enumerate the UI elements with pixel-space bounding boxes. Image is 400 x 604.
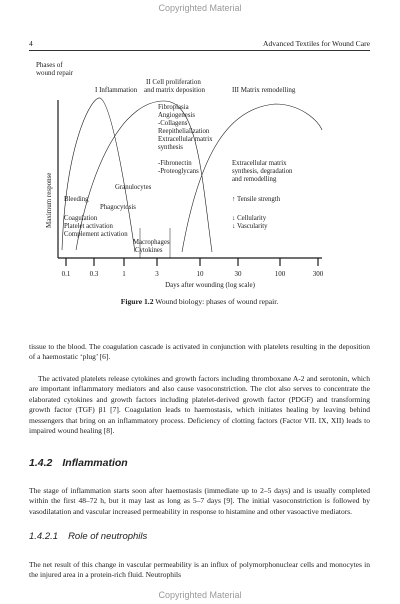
x-tick-label: 100 — [274, 270, 286, 278]
annot-tensile-strength: ↑ Tensile strength — [232, 196, 281, 203]
subsection-title: Role of neutrophils — [68, 531, 148, 542]
annot-fibronectin: -Fibronectin — [158, 160, 192, 167]
annot-macrophages: Macrophages — [133, 239, 170, 246]
subsection-number: 1.4.2.1 — [29, 531, 59, 542]
x-axis-label: Days after wounding (log scale) — [165, 281, 255, 289]
phase-label-i: I Inflammation — [95, 86, 138, 94]
annot-bleeding: Bleeding — [64, 196, 89, 203]
book-title: Advanced Textiles for Wound Care — [263, 39, 370, 48]
watermark-top: Copyrighted Material — [158, 3, 242, 13]
subsection-heading-neutrophils — [29, 531, 147, 542]
annot-cytokines: Cytokines — [135, 247, 163, 254]
x-tick-label: 0.3 — [89, 270, 99, 278]
annot-vascularity: ↓ Vascularity — [232, 223, 268, 230]
annot-granulocytes: Granulocytes — [115, 184, 152, 191]
x-tick-label: 300 — [312, 270, 324, 278]
annot-cellularity: ↓ Cellularity — [232, 215, 267, 222]
annot-angiogenesis: Angiogenesis — [158, 112, 196, 119]
section-number: 1.4.2 — [29, 457, 53, 469]
annot-reepithelialization: Reepithelialization — [158, 128, 210, 135]
section-heading-inflammation — [29, 457, 128, 469]
annot-collagens: -Collagens — [158, 120, 188, 127]
annot-remodel-1: Extracellular matrix — [232, 160, 287, 167]
x-tick-label: 0.1 — [61, 270, 71, 278]
x-tick-label: 1 — [122, 270, 126, 278]
x-tick-label: 3 — [155, 270, 159, 278]
x-tick-label: 10 — [196, 270, 204, 278]
paragraph-3: The stage of inflammation starts soon after haemostasis (immediate up to 2–5 days) and is usually completed within the first 48–72 h, but it may last as long as 5–7 days [9]. The initial vasoconstriction is followed by vasodilatation and vascular increased permeability in response to histamine and other vasoactive mediators. — [29, 486, 370, 516]
caption-text: Wound biology: phases of wound repair. — [153, 297, 279, 306]
x-axis-ticks — [62, 258, 324, 278]
phase-label-ii-line1: II Cell proliferation — [146, 78, 201, 86]
annot-fibroplasia: Fibroplasia — [158, 104, 189, 111]
phase-axis-label-line1: Phases of — [36, 61, 63, 69]
paragraph-2: The activated platelets release cytokines and growth factors including thromboxane A-2 and serotonin, which are important inflammatory mediators and also cause vasoconstriction. The clot also serves to concentrate the elaborated cytokines and growth factors including platelet-derived growth factor (PDGF) and transforming growth factor (TGF) β1 [7]. Coagulation leads to haemostasis, which initiates healing by leaving behind messengers that bring on an inflammatory process. Deficiency of clotting factors (Factor VII. IX, XII) leads to impaired wound healing [8]. — [29, 374, 370, 436]
figure-caption — [29, 297, 370, 306]
y-axis-label: Maximum response — [45, 172, 53, 228]
annot-ecm: Extracellular matrix — [158, 136, 213, 143]
header-rule — [29, 50, 370, 51]
page-number: 4 — [29, 39, 33, 48]
annot-coagulation: Coagulation — [64, 215, 98, 222]
wound-repair-figure — [0, 55, 400, 295]
annot-remodel-3: and remodelling — [232, 176, 277, 183]
watermark-bottom: Copyrighted Material — [158, 590, 242, 600]
annot-platelet-activation: Platelet activation — [64, 223, 113, 230]
annot-synthesis: synthesis — [158, 144, 183, 151]
phase-axis-label-line2: wound repair — [36, 69, 74, 77]
annot-complement-activation: Complement activation — [64, 231, 128, 238]
paragraph-1: tissue to the blood. The coagulation cascade is activated in conjunction with platelets resulting in the deposition of a haemostatic ‘plug’ [6]. — [29, 342, 370, 362]
section-title: Inflammation — [62, 457, 128, 469]
x-tick-label: 30 — [234, 270, 242, 278]
phase-label-iii: III Matrix remodelling — [232, 86, 296, 94]
annot-phagocytosis: Phagocytosis — [100, 204, 136, 211]
caption-label: Figure 1.2 — [120, 297, 154, 306]
phase-label-ii-line2: and matrix deposition — [144, 86, 206, 94]
annot-proteoglycans: -Proteoglycans — [158, 168, 199, 175]
paragraph-4: The net result of this change in vascular permeability is an influx of polymorphonuclear cells and monocytes in the injured area in a protein-rich fluid. Neutrophils — [29, 560, 370, 580]
annot-remodel-2: synthesis, degradation — [232, 168, 293, 175]
